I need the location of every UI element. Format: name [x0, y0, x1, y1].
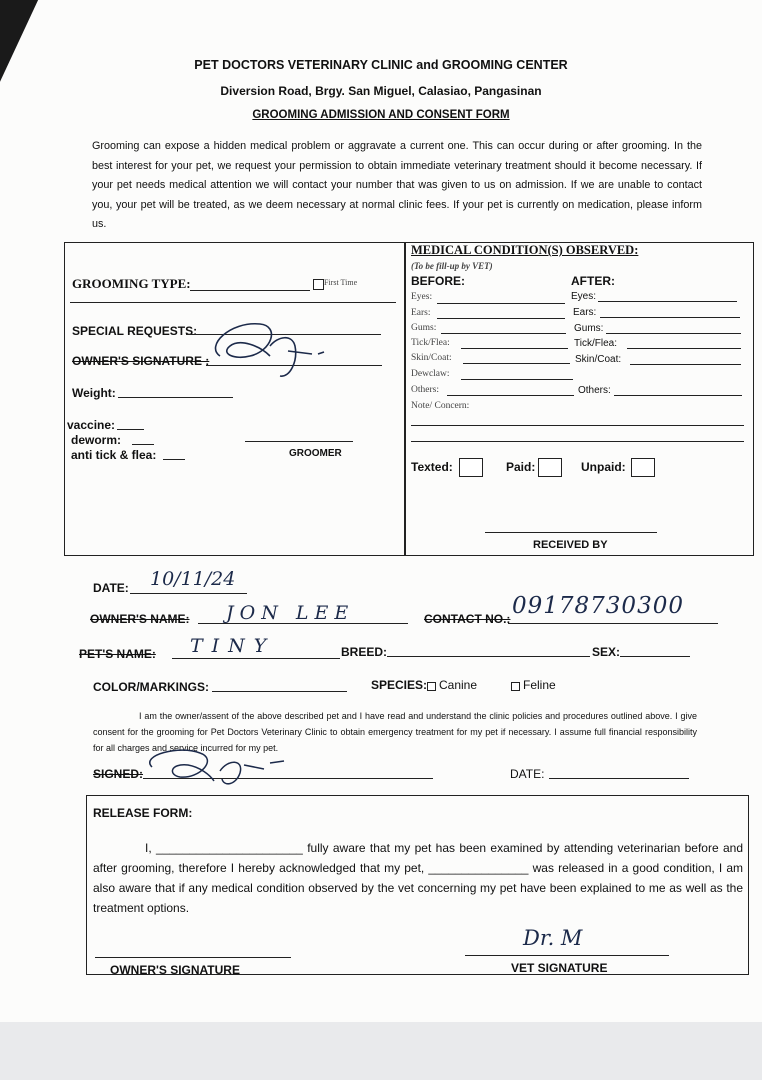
release-vet-signature-line[interactable]	[465, 955, 669, 956]
canine-label: Canine	[439, 678, 478, 692]
before-dewclaw-field[interactable]	[461, 379, 573, 380]
date2-label: DATE:	[510, 767, 545, 781]
form-title: GROOMING ADMISSION AND CONSENT FORM	[252, 109, 510, 121]
release-title: RELEASE FORM:	[93, 806, 193, 820]
before-skin-label: Skin/Coat:	[411, 353, 452, 363]
owner-name-label: OWNER'S NAME:	[90, 612, 190, 626]
clinic-address: Diversion Road, Brgy. San Miguel, Calasiao, Pangasinan	[220, 84, 542, 98]
grooming-type-extra-line	[70, 302, 396, 303]
pet-name-value: TINY	[190, 635, 276, 657]
after-gums-label: Gums:	[574, 323, 604, 334]
species-label: SPECIES:	[371, 678, 428, 692]
contact-label: CONTACT NO.:	[424, 612, 511, 626]
weight-label: Weight:	[72, 386, 116, 400]
note-line-1[interactable]	[411, 425, 744, 426]
after-gums-field[interactable]	[606, 333, 741, 334]
anti-tick-label: anti tick & flea:	[71, 448, 157, 462]
date-value: 10/11/24	[150, 568, 236, 590]
after-label: AFTER:	[571, 274, 615, 288]
before-others-label: Others:	[411, 385, 439, 395]
signed-signature-scribble	[140, 745, 290, 789]
weight-field[interactable]	[118, 397, 233, 398]
special-requests-label: SPECIAL REQUESTS:	[72, 324, 198, 338]
release-owner-signature-label: OWNER'S SIGNATURE	[110, 963, 240, 977]
grooming-type-label: GROOMING TYPE:	[72, 276, 191, 291]
contact-field[interactable]	[508, 623, 718, 624]
before-skin-field[interactable]	[463, 363, 570, 364]
paid-label: Paid:	[506, 460, 536, 474]
feline-label: Feline	[523, 678, 556, 692]
before-eyes-field[interactable]	[437, 303, 565, 304]
medical-subtitle: (To be fill-up by VET)	[411, 261, 493, 271]
unpaid-label: Unpaid:	[581, 460, 626, 474]
before-dewclaw-label: Dewclaw:	[411, 369, 450, 379]
after-skin-label: Skin/Coat:	[575, 354, 622, 365]
before-ears-label: Ears:	[411, 308, 431, 318]
before-gums-field[interactable]	[441, 333, 566, 334]
signed-label: SIGNED:	[93, 767, 144, 781]
owner-signature-scribble	[200, 316, 350, 384]
texted-checkbox[interactable]	[459, 458, 483, 477]
after-eyes-label: Eyes:	[571, 291, 597, 302]
owner-signature-label: OWNER'S SIGNATURE :	[72, 354, 210, 368]
paid-checkbox[interactable]	[538, 458, 562, 477]
note-label: Note/ Concern:	[411, 401, 470, 411]
grooming-type-field[interactable]	[190, 290, 310, 291]
canine-checkbox[interactable]	[427, 682, 436, 691]
clinic-name: PET DOCTORS VETERINARY CLINIC and GROOMING CENTER	[194, 58, 568, 72]
date-label: DATE:	[93, 581, 129, 595]
contact-value: 09178730300	[512, 593, 684, 619]
after-others-label: Others:	[578, 385, 611, 396]
release-text: I, ______________________ fully aware that my pet has been examined by attending veterinarian before and after grooming, therefore I hereby acknowledged that my pet, _______________ was released in a good condition, I am also aware that if any medical condition observed by the vet concerning my pet have been explained to me as well as the treatment options.	[93, 841, 743, 915]
unpaid-checkbox[interactable]	[631, 458, 655, 477]
received-by-line[interactable]	[485, 532, 657, 533]
groomer-label: GROOMER	[289, 448, 342, 459]
before-tick-field[interactable]	[461, 348, 568, 349]
before-ears-field[interactable]	[437, 318, 565, 319]
after-ears-label: Ears:	[573, 307, 597, 318]
after-others-field[interactable]	[614, 395, 742, 396]
consent-text: I am the owner/assent of the above described pet and I have read and understand the clinic policies and procedures outlined above. I give consent for the grooming for Pet Doctors Veterinary Clinic to obtain emergency treatment for my pet if necessary. I assume full financial responsibility for all charges and service incurred for my pet.	[93, 711, 697, 753]
box-divider	[404, 242, 406, 555]
owner-name-value: JON LEE	[226, 602, 355, 624]
color-label: COLOR/MARKINGS:	[93, 680, 209, 694]
sex-label: SEX:	[592, 645, 621, 659]
anti-tick-field[interactable]	[163, 459, 185, 460]
received-by-label: RECEIVED BY	[533, 539, 608, 551]
pet-name-label: PET'S NAME:	[79, 647, 156, 661]
after-eyes-field[interactable]	[598, 301, 737, 302]
deworm-label: deworm:	[71, 433, 122, 447]
color-field[interactable]	[212, 691, 347, 692]
texted-label: Texted:	[411, 460, 453, 474]
before-eyes-label: Eyes:	[411, 292, 433, 302]
medical-title: MEDICAL CONDITION(S) OBSERVED:	[411, 243, 639, 257]
vaccine-field[interactable]	[117, 429, 144, 430]
vaccine-label: vaccine:	[67, 418, 116, 432]
breed-field[interactable]	[387, 656, 590, 657]
breed-label: BREED:	[341, 645, 388, 659]
sex-field[interactable]	[620, 656, 690, 657]
after-skin-field[interactable]	[630, 364, 741, 365]
before-gums-label: Gums:	[411, 323, 437, 333]
first-time-checkbox[interactable]	[313, 279, 324, 290]
release-owner-signature-line[interactable]	[95, 957, 291, 958]
before-tick-label: Tick/Flea:	[411, 338, 450, 348]
first-time-label: First Time	[324, 278, 358, 287]
after-tick-label: Tick/Flea:	[574, 338, 617, 349]
pet-name-field[interactable]	[172, 658, 340, 659]
intro-paragraph: Grooming can expose a hidden medical problem or aggravate a current one. This can occur during or after grooming. In the best interest for your pet, we request your permission to obtain immediate veterinary treatment should it become necessary. If your pet needs medical attention we will contact your number that was given to us on admission. If we are unable to contact you, your pet will be treated, as we deem necessary at normal clinic fees. If your pet is currently on medication, please inform us.	[92, 140, 702, 230]
release-vet-signature-value: Dr. M	[523, 926, 583, 950]
feline-checkbox[interactable]	[511, 682, 520, 691]
release-vet-signature-label: VET SIGNATURE	[511, 961, 608, 975]
groomer-signature-line[interactable]	[245, 441, 353, 442]
note-line-2[interactable]	[411, 441, 744, 442]
date-field[interactable]	[130, 593, 247, 594]
before-others-field[interactable]	[447, 395, 574, 396]
after-ears-field[interactable]	[600, 317, 740, 318]
scan-bottom-edge	[0, 1022, 762, 1080]
before-label: BEFORE:	[411, 274, 465, 288]
deworm-field[interactable]	[132, 444, 154, 445]
date2-field[interactable]	[549, 778, 689, 779]
after-tick-field[interactable]	[627, 348, 741, 349]
